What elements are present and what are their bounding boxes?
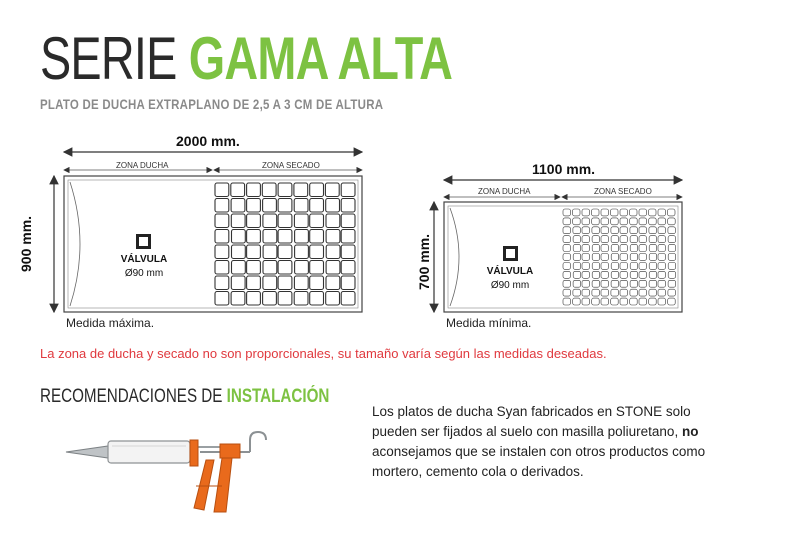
caulking-gun-icon xyxy=(66,432,266,512)
valve-inner-max xyxy=(139,237,148,246)
valve-label-max: VÁLVULA xyxy=(120,254,168,265)
recommendations-heading xyxy=(40,386,329,408)
valve-inner-min xyxy=(506,249,515,258)
width-label-min: 1100 mm. xyxy=(532,161,596,177)
zone-dry-label-max: ZONA SECADO xyxy=(262,161,320,170)
height-label-min: 700 mm. xyxy=(416,233,432,290)
title-serie: SERIE xyxy=(40,25,189,92)
rec-heading-part2: INSTALACIÓN xyxy=(226,386,330,407)
rec-text-part2: aconsejamos que se instalen con otros productos como mortero, cemento cola o derivados. xyxy=(372,444,706,479)
zone-shower-label-max: ZONA DUCHA xyxy=(116,161,169,170)
rec-text-bold: no xyxy=(681,424,699,439)
caption-max: Medida máxima. xyxy=(66,316,155,330)
recommendations-text xyxy=(372,402,712,482)
rec-heading-part1: RECOMENDACIONES DE xyxy=(40,386,227,407)
diagram-max xyxy=(54,152,362,312)
rec-text-part1: Los platos de ducha Syan fabricados en STONE solo pueden ser fijados al suelo con masilla poliuretano, xyxy=(372,404,691,439)
page-subtitle: PLATO DE DUCHA EXTRAPLANO DE 2,5 A 3 CM DE ALTURA xyxy=(40,96,384,112)
caption-min: Medida mínima. xyxy=(446,316,532,330)
valve-label-min: VÁLVULA xyxy=(486,266,534,277)
valve-size-min: Ø90 mm xyxy=(490,280,530,291)
proportion-note: La zona de ducha y secado no son proporcionales, su tamaño varía según las medidas deseadas. xyxy=(40,346,607,361)
zone-shower-label-min: ZONA DUCHA xyxy=(478,187,531,196)
width-label-max: 2000 mm. xyxy=(176,133,240,149)
valve-size-max: Ø90 mm xyxy=(124,268,164,279)
zone-dry-label-min: ZONA SECADO xyxy=(594,187,652,196)
height-label-max: 900 mm. xyxy=(18,215,34,272)
diagram-min xyxy=(434,180,682,312)
title-gama-alta: GAMA ALTA xyxy=(188,25,453,92)
